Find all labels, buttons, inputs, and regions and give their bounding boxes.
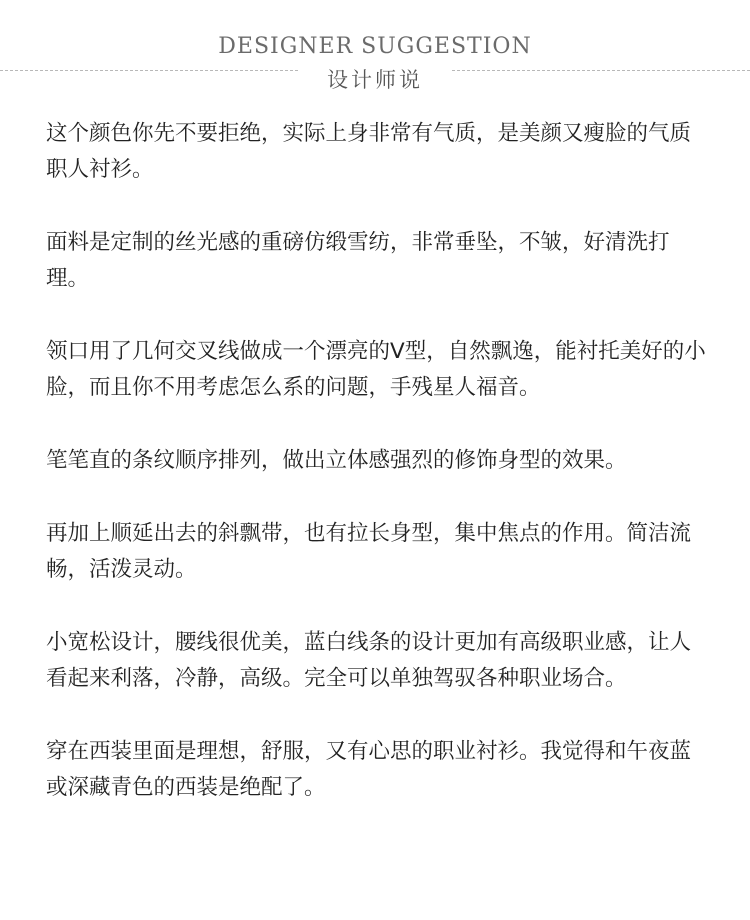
paragraph-fabric: 面料是定制的丝光感的重磅仿缎雪纺，非常垂坠，不皱，好清洗打理。 — [46, 230, 670, 291]
paragraph-fit: 小宽松设计，腰线很优美，蓝白线条的设计更加有高级职业感，让人看起来利落，冷静，高级。完全可以单独驾驭各种职业场合。 — [46, 630, 692, 691]
paragraph-color: 这个颜色你先不要拒绝，实际上身非常有气质，是美颜又瘦脸的气质职人衬衫。 — [46, 121, 692, 182]
paragraph-stripes: 笔笔直的条纹顺序排列，做出立体感强烈的修饰身型的效果。 — [46, 448, 627, 473]
section-header — [0, 28, 750, 98]
header-title: DESIGNER SUGGESTION — [218, 34, 532, 59]
description-body — [46, 116, 706, 843]
paragraph-collar: 领口用了几何交叉线做成一个漂亮的V型，自然飘逸，能衬托美好的小脸，而且你不用考虑怎么系的问题，手残星人福音。 — [46, 339, 706, 400]
paragraph-styling: 穿在西装里面是理想，舒服，又有心思的职业衬衫。我觉得和午夜蓝或深藏青色的西装是绝配了。 — [46, 739, 692, 800]
paragraph-ribbon: 再加上顺延出去的斜飘带，也有拉长身型，集中焦点的作用。简洁流畅，活泼灵动。 — [46, 521, 692, 582]
header-subtitle: 设计师说 — [327, 68, 423, 92]
